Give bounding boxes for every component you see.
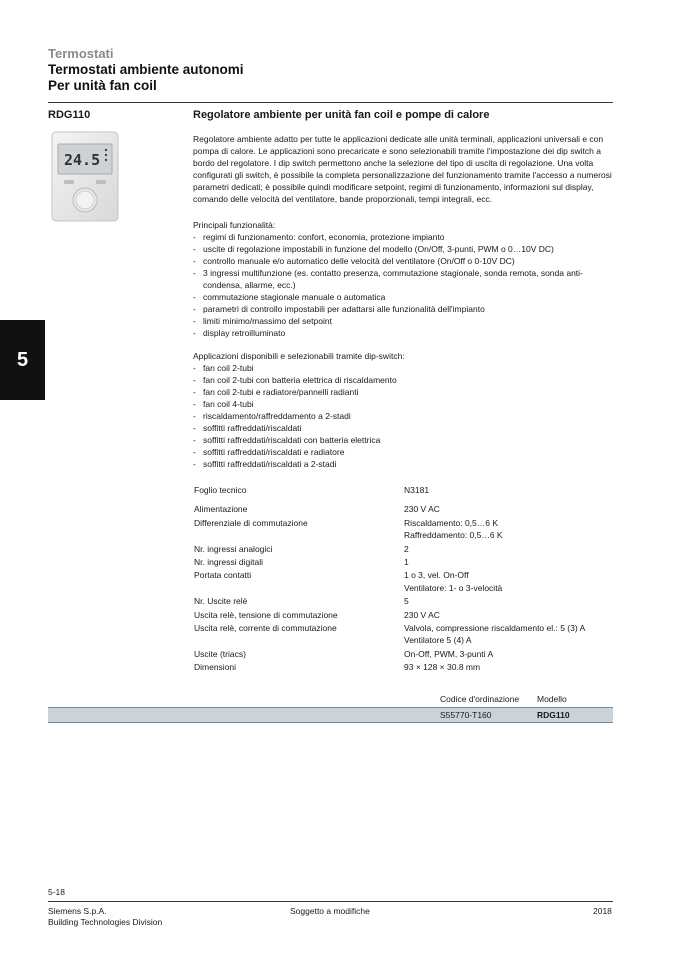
spec-row bbox=[194, 569, 624, 594]
spec-value bbox=[404, 543, 624, 555]
spec-value-line: 93 × 128 × 30.8 mm bbox=[404, 662, 481, 673]
footer-divider bbox=[48, 901, 613, 902]
spec-label: Portata contatti bbox=[194, 570, 252, 581]
spec-row bbox=[194, 517, 624, 542]
list-item: - riscaldamento/raffreddamento a 2-stadi bbox=[193, 410, 613, 422]
features-title: Principali funzionalità: bbox=[193, 220, 276, 230]
spec-table bbox=[194, 484, 624, 675]
spec-value-line: Ventilatore 5 (4) A bbox=[404, 635, 472, 646]
spec-label: Uscita relè, tensione di commutazione bbox=[194, 609, 338, 620]
list-item: - soffitti raffreddati/riscaldati bbox=[193, 422, 613, 434]
spec-value bbox=[404, 661, 624, 673]
chapter-tab: 5 bbox=[0, 320, 45, 400]
list-item: - soffitti raffreddati/riscaldati e radiatore bbox=[193, 446, 613, 458]
spec-label: Nr. ingressi digitali bbox=[194, 557, 263, 568]
spec-row bbox=[194, 556, 624, 568]
spec-value-line: 230 V AC bbox=[404, 504, 440, 515]
spec-label: Nr. Uscite relè bbox=[194, 596, 248, 607]
product-code: RDG110 bbox=[48, 109, 91, 121]
spec-value bbox=[404, 595, 624, 607]
spec-value-line: Valvola, compressione riscaldamento el.: 5 (3) A bbox=[404, 623, 586, 634]
company-name: Siemens S.p.A. bbox=[48, 906, 107, 916]
list-item: - fan coil 2-tubi e radiatore/pannelli radianti bbox=[193, 386, 613, 398]
list-item: - fan coil 2-tubi con batteria elettrica di riscaldamento bbox=[193, 374, 613, 386]
page-number: 5-18 bbox=[48, 887, 66, 897]
spec-label: Uscite (triacs) bbox=[194, 648, 246, 659]
features-section bbox=[193, 219, 613, 339]
list-item: - display retroilluminato bbox=[193, 327, 613, 339]
list-item: - regimi di funzionamento: confort, economia, protezione impianto bbox=[193, 231, 613, 243]
spec-row bbox=[194, 648, 624, 660]
spec-value bbox=[404, 609, 624, 621]
spec-value-line: 5 bbox=[404, 596, 409, 607]
spec-label: Dimensioni bbox=[194, 662, 237, 673]
spec-row bbox=[194, 543, 624, 555]
page-subtitle: Per unità fan coil bbox=[48, 78, 157, 93]
spec-row bbox=[194, 484, 624, 496]
page-title: Termostati ambiente autonomi bbox=[48, 62, 244, 77]
spec-value-line: On-Off, PWM, 3-punti A bbox=[404, 648, 494, 659]
spec-label: Alimentazione bbox=[194, 504, 248, 515]
spec-value bbox=[404, 484, 624, 496]
spec-label: Differenziale di commutazione bbox=[194, 517, 308, 528]
spec-value-line: 1 o 3, vel. On-Off bbox=[404, 570, 469, 581]
spec-row bbox=[194, 595, 624, 607]
order-row bbox=[48, 707, 613, 723]
list-item: - controllo manuale e/o automatico delle velocità del ventilatore (On/Off o 0-10V DC) bbox=[193, 255, 613, 267]
list-item: - commutazione stagionale manuale o automatica bbox=[193, 291, 613, 303]
product-title: Regolatore ambiente per unità fan coil e pompe di calore bbox=[193, 109, 490, 121]
spec-value-line: N3181 bbox=[404, 485, 430, 495]
list-item: - soffitti raffreddati/riscaldati con batteria elettrica bbox=[193, 434, 613, 446]
model-code: RDG110 bbox=[537, 710, 570, 720]
spec-value-line: 1 bbox=[404, 557, 409, 568]
applications-title: Applicazioni disponibili e selezionabili tramite dip-switch: bbox=[193, 351, 405, 361]
thermostat-image bbox=[50, 130, 120, 223]
list-item: - limiti minimo/massimo del setpoint bbox=[193, 315, 613, 327]
spec-value-line: 2 bbox=[404, 543, 409, 554]
spec-value-line: Riscaldamento: 0,5…6 K bbox=[404, 517, 499, 528]
spec-label: Nr. ingressi analogici bbox=[194, 543, 273, 554]
spec-value-line: 230 V AC bbox=[404, 609, 440, 620]
order-code: S55770-T160 bbox=[440, 710, 492, 720]
spec-value bbox=[404, 503, 624, 515]
spec-value bbox=[404, 569, 624, 594]
applications-section bbox=[193, 350, 613, 470]
spec-value bbox=[404, 622, 624, 647]
list-item: - soffitti raffreddati/riscaldati a 2-stadi bbox=[193, 458, 613, 470]
list-item: - fan coil 2-tubi bbox=[193, 362, 613, 374]
spec-row bbox=[194, 503, 624, 515]
spec-label: Uscita relè, corrente di commutazione bbox=[194, 623, 337, 634]
order-code-header: Codice d'ordinazione bbox=[440, 694, 520, 704]
list-item: - parametri di controllo impostabili per adattarsi alle funzionalità dell'impianto bbox=[193, 303, 613, 315]
model-header: Modello bbox=[537, 694, 567, 704]
applications-list bbox=[193, 362, 613, 470]
thermostat-display-reading: 24.5 bbox=[64, 151, 101, 169]
spec-value bbox=[404, 556, 624, 568]
division-name: Building Technologies Division bbox=[48, 917, 163, 927]
spec-row bbox=[194, 661, 624, 673]
spec-value bbox=[404, 517, 624, 542]
spec-value-line: Raffreddamento: 0,5…6 K bbox=[404, 530, 503, 541]
spec-row bbox=[194, 609, 624, 621]
list-item: - uscite di regolazione impostabili in funzione del modello (On/Off, 3-punti, PWM o 0…10V DC) bbox=[193, 243, 613, 255]
spec-row bbox=[194, 622, 624, 647]
list-item: - fan coil 4-tubi bbox=[193, 398, 613, 410]
list-item: - 3 ingressi multifunzione (es. contatto presenza, commutazione stagionale, sonda remota, sonda anti-condensa, allarme, ecc.) bbox=[193, 267, 613, 291]
header-divider bbox=[48, 102, 613, 103]
product-description: Regolatore ambiente adatto per tutte le applicazioni dedicate alle unità terminali, applicazioni universali e con pompa di calore. Le applicazioni sono precaricate e sono selezionabili tramite l'impostazione dei dip switch a bordo del regolatore. I dip switch permettono anche la selezione del tipo di uscita di regolazione. Una volta configurati gli switch, è possibile la completa personalizzazione del funzionamento tramite l'accesso a numerosi parametri dedicati; è possibile quindi modificare setpoint, regimi di funzionamento, informazioni sul display, comando delle velocità del ventilatore, bande proporzionali, tempi integrali, ecc. bbox=[193, 134, 612, 204]
category-heading: Termostati bbox=[48, 46, 114, 61]
spec-value-line: Ventilatore: 1- o 3-velocità bbox=[404, 582, 503, 593]
spec-value bbox=[404, 648, 624, 660]
spec-label: Foglio tecnico bbox=[194, 485, 247, 495]
footer-note: Soggetto a modifiche bbox=[290, 906, 370, 916]
footer-year: 2018 bbox=[593, 906, 612, 916]
features-list bbox=[193, 231, 613, 339]
